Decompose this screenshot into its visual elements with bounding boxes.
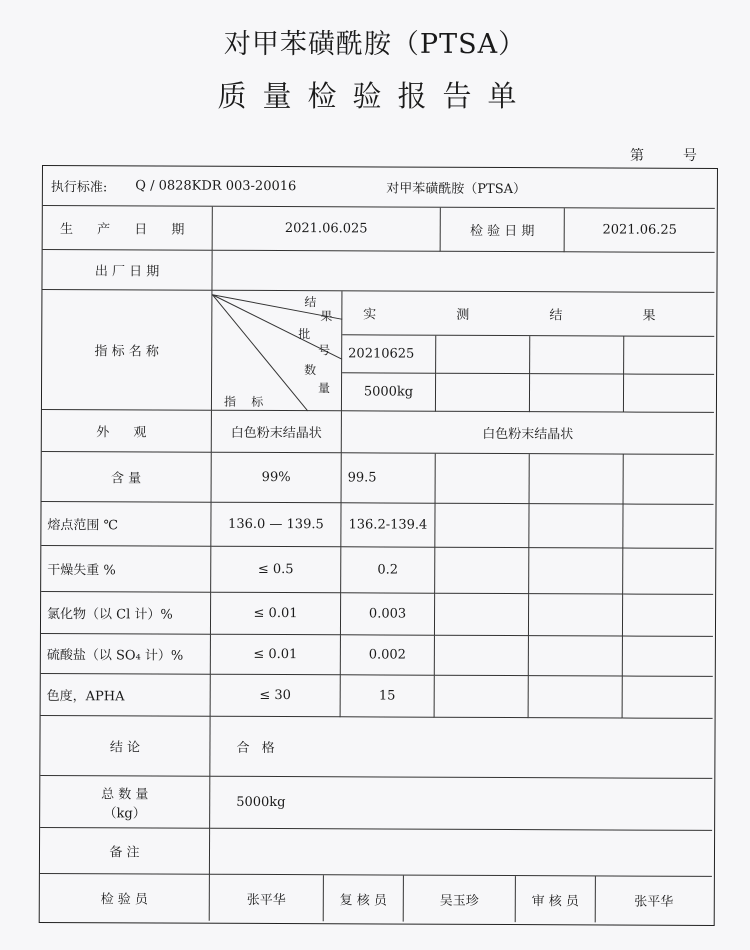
color-col-3 [529,676,623,718]
chloride-col-2 [435,594,529,636]
inspector-name: 张平华 [210,875,324,921]
shipment-date-value [212,251,714,293]
production-date-value: 2021.06.025 [213,207,441,252]
batch-col-3 [530,336,624,374]
diag-batch-b: 号 [318,343,331,358]
item-standard-chloride: ≤ 0.01 [211,593,341,636]
item-result-melting: 136.2-139.4 [341,503,435,547]
standard-product: 对甲苯磺酰胺（PTSA） [386,181,527,198]
drying-col-2 [435,548,529,594]
melting-col-2 [435,504,529,548]
item-standard-appearance: 白色粉末结晶状 [212,411,342,454]
remarks-label: 备 注 [40,828,210,875]
melting-col-3 [529,504,623,548]
chloride-col-4 [623,595,713,637]
total-quantity-label [40,776,210,829]
diag-batch-a: 批 [298,327,311,342]
standard-label: 执行标准: [50,180,108,196]
item-name-drying: 干燥失重 % [41,546,211,593]
item-name-chloride: 氯化物（以 Cl 计）% [41,592,211,635]
diag-result-b: 果 [320,309,333,324]
production-date-label: 生 产 日 期 [43,206,213,251]
item-standard-drying: ≤ 0.5 [211,547,341,594]
standard-code: Q / 0828KDR 003-20016 [135,178,297,195]
chloride-col-3 [529,594,623,636]
item-result-color: 15 [341,675,435,717]
item-result-sulfate: 0.002 [341,635,435,675]
item-name-color: 色度，APHA [41,674,211,717]
report-title: 对甲苯磺酰胺（PTSA） [223,29,527,60]
reviewer-label: 复 核 员 [324,875,404,921]
remarks-value [210,829,712,877]
content-col-3 [530,454,624,504]
item-result-drying: 0.2 [341,547,435,593]
melting-col-4 [623,505,713,549]
item-name-appearance: 外 观 [42,410,212,453]
batch-number: 20210625 [342,335,436,373]
total-label-line2: （kg） [103,805,146,821]
total-quantity-value: 5000kg [210,777,712,831]
item-result-appearance: 白色粉末结晶状 [342,411,714,455]
serial-suffix: 号 [682,148,697,164]
item-result-content: 99.5 [342,453,436,503]
color-col-2 [435,676,529,718]
diag-qty-b: 量 [317,381,331,396]
drying-col-4 [623,549,713,595]
sulfate-col-3 [529,636,623,676]
drying-col-3 [529,548,623,594]
measured-results-header: 实 测 结 果 [342,291,714,337]
qty-col-2 [436,374,530,412]
index-name-label: 指 标 名 称 [42,290,213,411]
item-standard-melting: 136.0 — 139.5 [211,503,341,548]
total-label-line1: 总 数 量 [101,786,149,802]
batch-quantity: 5000kg [342,373,436,411]
inspection-table [39,165,718,926]
sulfate-col-4 [623,637,713,677]
shipment-date-label: 出 厂 日 期 [42,250,212,291]
item-name-melting: 熔点范围 ℃ [41,502,211,547]
batch-col-4 [624,337,714,375]
reviewer-name: 吴玉珍 [404,876,516,922]
item-standard-sulfate: ≤ 0.01 [211,635,341,676]
color-col-4 [623,677,713,719]
qty-col-4 [624,375,714,413]
report-subtitle: 质量检验报告单 [217,79,533,113]
serial-number [630,145,697,165]
diagonal-header [212,291,343,412]
conclusion-label: 结 论 [40,716,210,777]
item-result-chloride: 0.003 [341,593,435,635]
sulfate-col-2 [435,636,529,676]
diag-result-a: 结 [304,295,317,310]
serial-prefix: 第 [630,148,644,164]
approver-label: 审 核 员 [516,876,596,922]
inspection-date-value: 2021.06.25 [565,208,715,253]
item-name-sulfate: 硫酸盐（以 SO₄ 计）% [41,634,211,675]
item-name-content: 含 量 [42,452,212,503]
standard-row [43,166,715,209]
item-standard-color: ≤ 30 [211,675,341,718]
inspection-date-label: 检 验 日 期 [441,208,565,253]
conclusion-value: 合 格 [210,717,712,779]
batch-col-2 [436,336,530,374]
inspector-label: 检 验 员 [40,874,210,921]
diag-qty-a: 数 [304,363,317,378]
item-standard-content: 99% [212,453,342,504]
approver-name: 张平华 [634,894,674,910]
content-col-4 [624,455,714,505]
content-col-2 [436,454,530,504]
diag-index: 指 标 [223,394,264,409]
qty-col-3 [530,374,624,412]
